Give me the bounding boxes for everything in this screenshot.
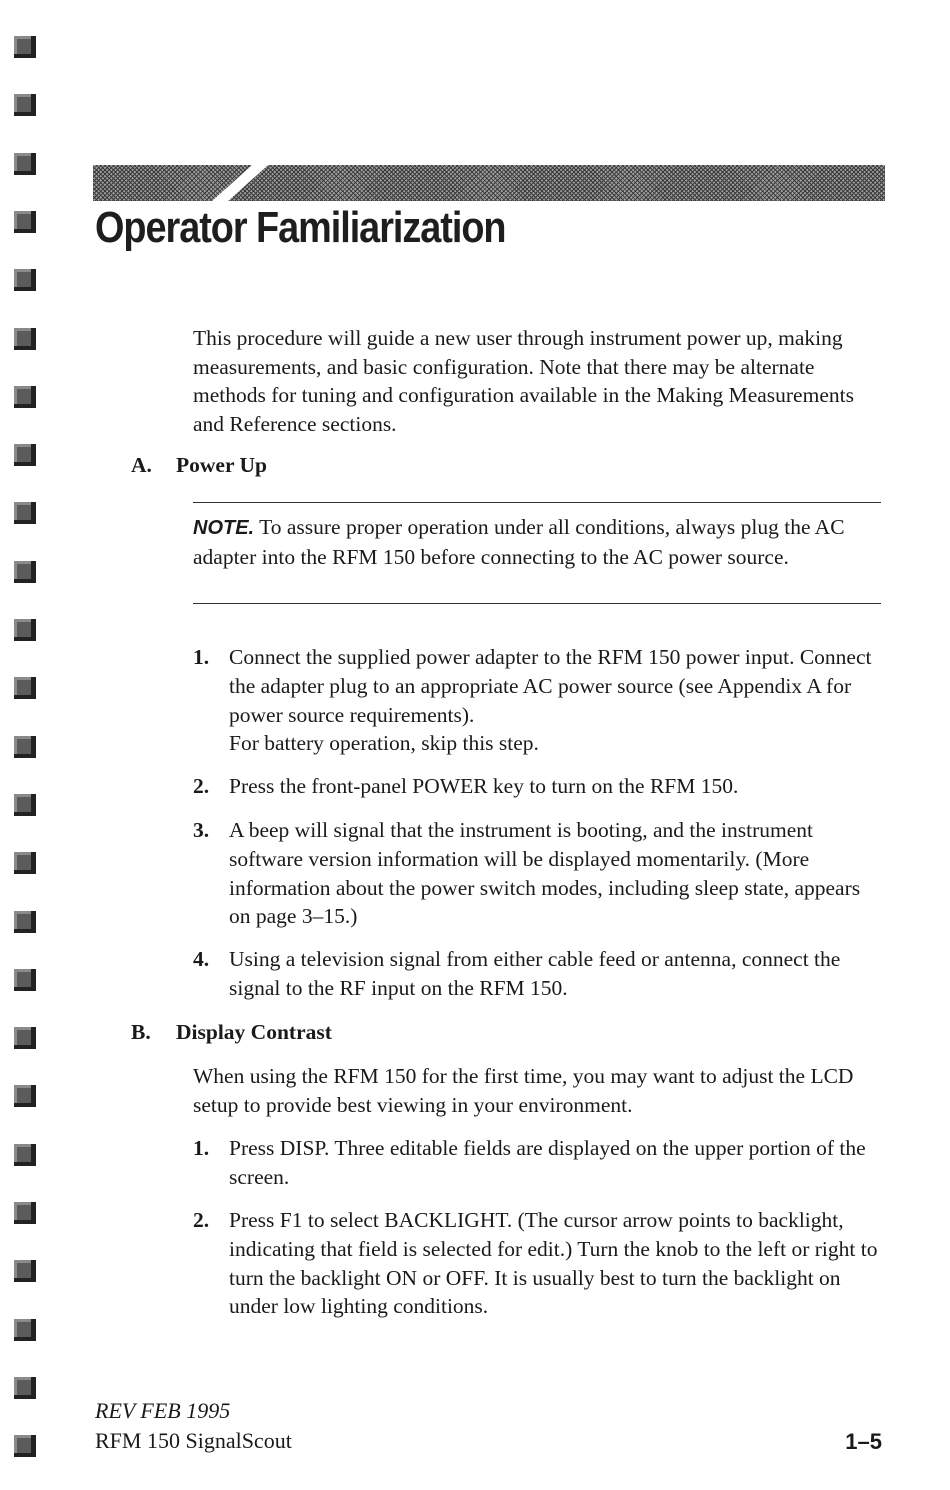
binding-hole-icon xyxy=(14,153,36,175)
binding-hole-icon xyxy=(14,969,36,991)
step-a1 xyxy=(193,643,883,758)
binding-hole-icon xyxy=(14,619,36,641)
note-rule-bottom xyxy=(193,603,881,604)
step-text: Press DISP. Three editable fields are displayed on the upper portion of the screen. xyxy=(229,1136,866,1189)
footer-document-title: RFM 150 SignalScout xyxy=(95,1428,292,1453)
section-banner xyxy=(93,165,885,201)
spiral-binding xyxy=(0,0,44,1490)
binding-hole-icon xyxy=(14,1319,36,1341)
binding-hole-icon xyxy=(14,94,36,116)
section-a-title: Power Up xyxy=(176,453,267,477)
step-number: 1. xyxy=(193,1136,210,1160)
step-text: A beep will signal that the instrument is booting, and the instrument software version information will be displayed momentarily. (More information about the power switch modes, including sleep state, appears on page 3–15.) xyxy=(229,818,861,929)
binding-hole-icon xyxy=(14,444,36,466)
binding-hole-icon xyxy=(14,1202,36,1224)
section-b-letter: B. xyxy=(131,1020,151,1044)
step-b2 xyxy=(193,1206,883,1321)
step-number: 1. xyxy=(193,645,210,669)
section-b-intro: When using the RFM 150 for the first time, you may want to adjust the LCD setup to provide best viewing in your environment. xyxy=(193,1064,854,1117)
binding-hole-icon xyxy=(14,852,36,874)
intro-paragraph: This procedure will guide a new user through instrument power up, making measurements, and basic configuration. Note that there may be alternate methods for tuning and configuration available in the Making Measurements and Reference sections. xyxy=(193,326,854,436)
binding-hole-icon xyxy=(14,1027,36,1049)
step-a3 xyxy=(193,816,883,931)
binding-hole-icon xyxy=(14,794,36,816)
step-text: Press F1 to select BACKLIGHT. (The cursor arrow points to backlight, indicating that field is selected for edit.) Turn the knob to the left or right to turn the backlight ON or OFF. It is usually best to turn the backlight on under low lighting conditions. xyxy=(229,1208,878,1319)
page-number: 1–5 xyxy=(845,1429,882,1454)
step-a2 xyxy=(193,772,883,801)
binding-hole-icon xyxy=(14,328,36,350)
binding-hole-icon xyxy=(14,1085,36,1107)
binding-hole-icon xyxy=(14,269,36,291)
step-extra-text: For battery operation, skip this step. xyxy=(229,731,539,756)
binding-hole-icon xyxy=(14,911,36,933)
note-text: To assure proper operation under all conditions, always plug the AC adapter into the RFM 150 before connecting to the AC power source. xyxy=(193,515,845,569)
section-b-title: Display Contrast xyxy=(176,1020,332,1044)
step-b1 xyxy=(193,1134,883,1192)
step-number: 2. xyxy=(193,1208,210,1232)
step-text: Connect the supplied power adapter to the RFM 150 power input. Connect the adapter plug to an appropriate AC power source (see Appendix A for power source requirements). xyxy=(229,645,872,727)
footer-revision: REV FEB 1995 xyxy=(95,1398,231,1423)
binding-hole-icon xyxy=(14,1144,36,1166)
step-text: Using a television signal from either cable feed or antenna, connect the signal to the RF input on the RFM 150. xyxy=(229,947,841,1000)
step-a4 xyxy=(193,945,883,1003)
binding-hole-icon xyxy=(14,386,36,408)
note-block xyxy=(193,513,881,571)
binding-hole-icon xyxy=(14,677,36,699)
note-rule-top xyxy=(193,502,881,503)
section-b-heading xyxy=(131,1018,332,1046)
step-number: 4. xyxy=(193,947,210,971)
binding-hole-icon xyxy=(14,561,36,583)
binding-hole-icon xyxy=(14,1435,36,1457)
section-a-letter: A. xyxy=(131,453,152,477)
section-a-heading xyxy=(131,451,267,479)
binding-hole-icon xyxy=(14,211,36,233)
page-title: Operator Familiarization xyxy=(95,203,506,252)
step-number: 3. xyxy=(193,818,210,842)
step-text: Press the front-panel POWER key to turn on the RFM 150. xyxy=(229,774,739,798)
binding-hole-icon xyxy=(14,1260,36,1282)
note-label: NOTE. xyxy=(193,517,255,539)
binding-hole-icon xyxy=(14,736,36,758)
banner-slash xyxy=(208,163,271,205)
binding-hole-icon xyxy=(14,1377,36,1399)
binding-hole-icon xyxy=(14,36,36,58)
binding-hole-icon xyxy=(14,502,36,524)
step-number: 2. xyxy=(193,774,210,798)
